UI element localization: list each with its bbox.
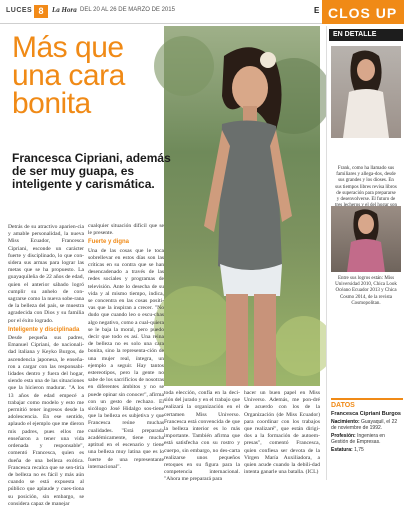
- article-column-2: [88, 223, 164, 473]
- article-column-4: [244, 390, 320, 478]
- fact-row: Nacimiento: Guayaquil, el 22 de noviembre de 1992.: [331, 419, 398, 431]
- page-header: [0, 0, 404, 24]
- article-paragraph: hacer un buen papel en Miss Universo. Además, me pon-dré de acuerdo con los de la Organización (de Miss Ecuador) para coordinar con los trabajos que realizaré", que están dirigi-dos a la formación de autoem-presas", comentó Francesca, quien confiesa ser devota de la Virgen María Auxiliadora, a quien acude cuando la debili-dad intenta ganarle una batalla. (ICL): [244, 390, 320, 476]
- issue-date: DEL 20 AL 26 DE MARZO DE 2015: [80, 7, 175, 13]
- sidebar-photo-1: [331, 46, 401, 138]
- fact-box: [331, 398, 403, 453]
- article-paragraph: Detrás de su atractivo aparien-cia y amable personalidad, la nueva Miss Ecuador, Francesca Cipriani, esconde un carácter fuerte y disciplinado, lo que con-sidera sus armas para lograr las metas que se ha propuesto. La guayaquileña de 22 años de edad, quien el anterior sábado logró cumplir su anhelo de con-sagrarse como la nueva sobe-rana de la belleza del país, se muestra agradecida con Dios y su familia por el éxito logrado.: [8, 224, 84, 324]
- sidebar-photo-2: [331, 206, 401, 272]
- fact-row: Estatura: 1,75: [331, 447, 364, 453]
- main-photo: [164, 26, 320, 386]
- sidebar-caption-1: Frank, como ha llamado sus familiares y allega-dos, desde sus grandes y los dioses. En sus tiempos libres revisa libros de superación para prepararse y desenvolverse. El futuro de: [335, 166, 397, 203]
- headline: Más que una cara bonita: [12, 31, 125, 120]
- subheadline: Francesca Cipriani, además de ser muy guapa, es inteligente y carismática.: [12, 151, 171, 191]
- woman-photo-illustration: [331, 46, 401, 138]
- newspaper-logo: La Hora: [52, 6, 77, 14]
- article-column-1: [8, 224, 84, 510]
- section-name: LUCES: [6, 7, 33, 14]
- sidebar-caption-2: Entre sus logros están: Miss Universidad 2010, Chica Look Océano Ecuador 2013 y Chica Cosmo 2014, de la revista Cosmopolitan.: [335, 276, 397, 306]
- article-column-3: [164, 390, 240, 486]
- section-heading-strong: Fuerte y digna: [88, 239, 130, 246]
- fact-box-name: Francesca Cipriani Burgos: [331, 411, 401, 417]
- article-paragraph: toda elección, confía en la deci-sión del jurado y en el trabajo que realizará la organización en el certamen Miss Universo. Francesca está convencida de que la belleza interior es lo más importante. También afirma que está satisfecha con su rostro y cuerpo, sin embargo, no des-carta realizarse unos pequeños retoques en su figura para la competencia internacional. "Ahora me preparará para: [164, 390, 240, 483]
- sidebar: [326, 26, 404, 480]
- article-paragraph: Desde pequeña sus padres, Emanuel Cipriani, de nacionali-dad italiana y Keyko Burgos, de ascendencia japonesa, le enseña-ron a cargar con las responsabi-lidades dentro y fuera del hogar, siendo esta una de las situaciones que la hicieron madurar. "A los 13 años de edad empecé a trabajar como modelo y esto me permitió tener ingresos desde la adolescencia. En ese sentido, aplaudo el ejemplo que me dieron mis padres, pues ellos me enseñaron a tener una vida ordenada y responsable", comentó Francesca, quien es dueña de una belleza exótica. Francesca recalca que se sen-tiría de belleza no es fácil y más aún cuando se está expuesta al público que aplaude y cues-tiona su posición, sin embargo, se considera capaz de manejar: [8, 335, 84, 507]
- article-paragraph: cualquier situación difícil que se le presente.: [88, 223, 164, 237]
- section-brand: CLOS UP: [322, 0, 404, 24]
- woman-portrait-illustration: [164, 26, 320, 386]
- woman-photo-illustration: [331, 206, 401, 272]
- article-paragraph: Una de las cosas que le toca sobrellevar en estos días son las críticas en su contra que se han desencadenado a través de las redes sociales y programas de televisión. Ante lo desecha de su vida y al mismo tiempo, indica, se concentra en las cosas positi-vas que la inspiran a crecer. "No dudo que cuando leo o escu-chas algo negativo, como a cual-quiera se le baja la moral, pero puedo decir que todo es así. Una reina de belleza no es solo una cara bonita, sino la representa-ción de una mujer real, íntegra, un ejemplo a seguir. Hay tantos estereotipos, pero la gente no sabe de los sacrificios de nosotras en diferentes ámbitos y no se puede opinar sin conocer", afirma con un gesto de rechazo. El sicólogo José Hidalgo sos-tiene que la belleza es subjetiva y que Francesca reúne muchas cualidades. "Está preparada académicamente, tiene mucha aptitud en el escenario y tiene una belleza muy latina que es lo fuerte de una representante internacional".: [88, 247, 164, 470]
- fact-box-title: DATOS: [331, 402, 355, 409]
- fact-row: Profesión: Ingeniera en Gestión de Empresas.: [331, 433, 385, 445]
- sidebar-tag: EN DETALLE: [329, 29, 403, 41]
- page-number-badge: 8: [34, 5, 48, 18]
- page-letter: E: [314, 6, 320, 15]
- section-heading-intelligent: Inteligente y disciplinada: [8, 326, 80, 333]
